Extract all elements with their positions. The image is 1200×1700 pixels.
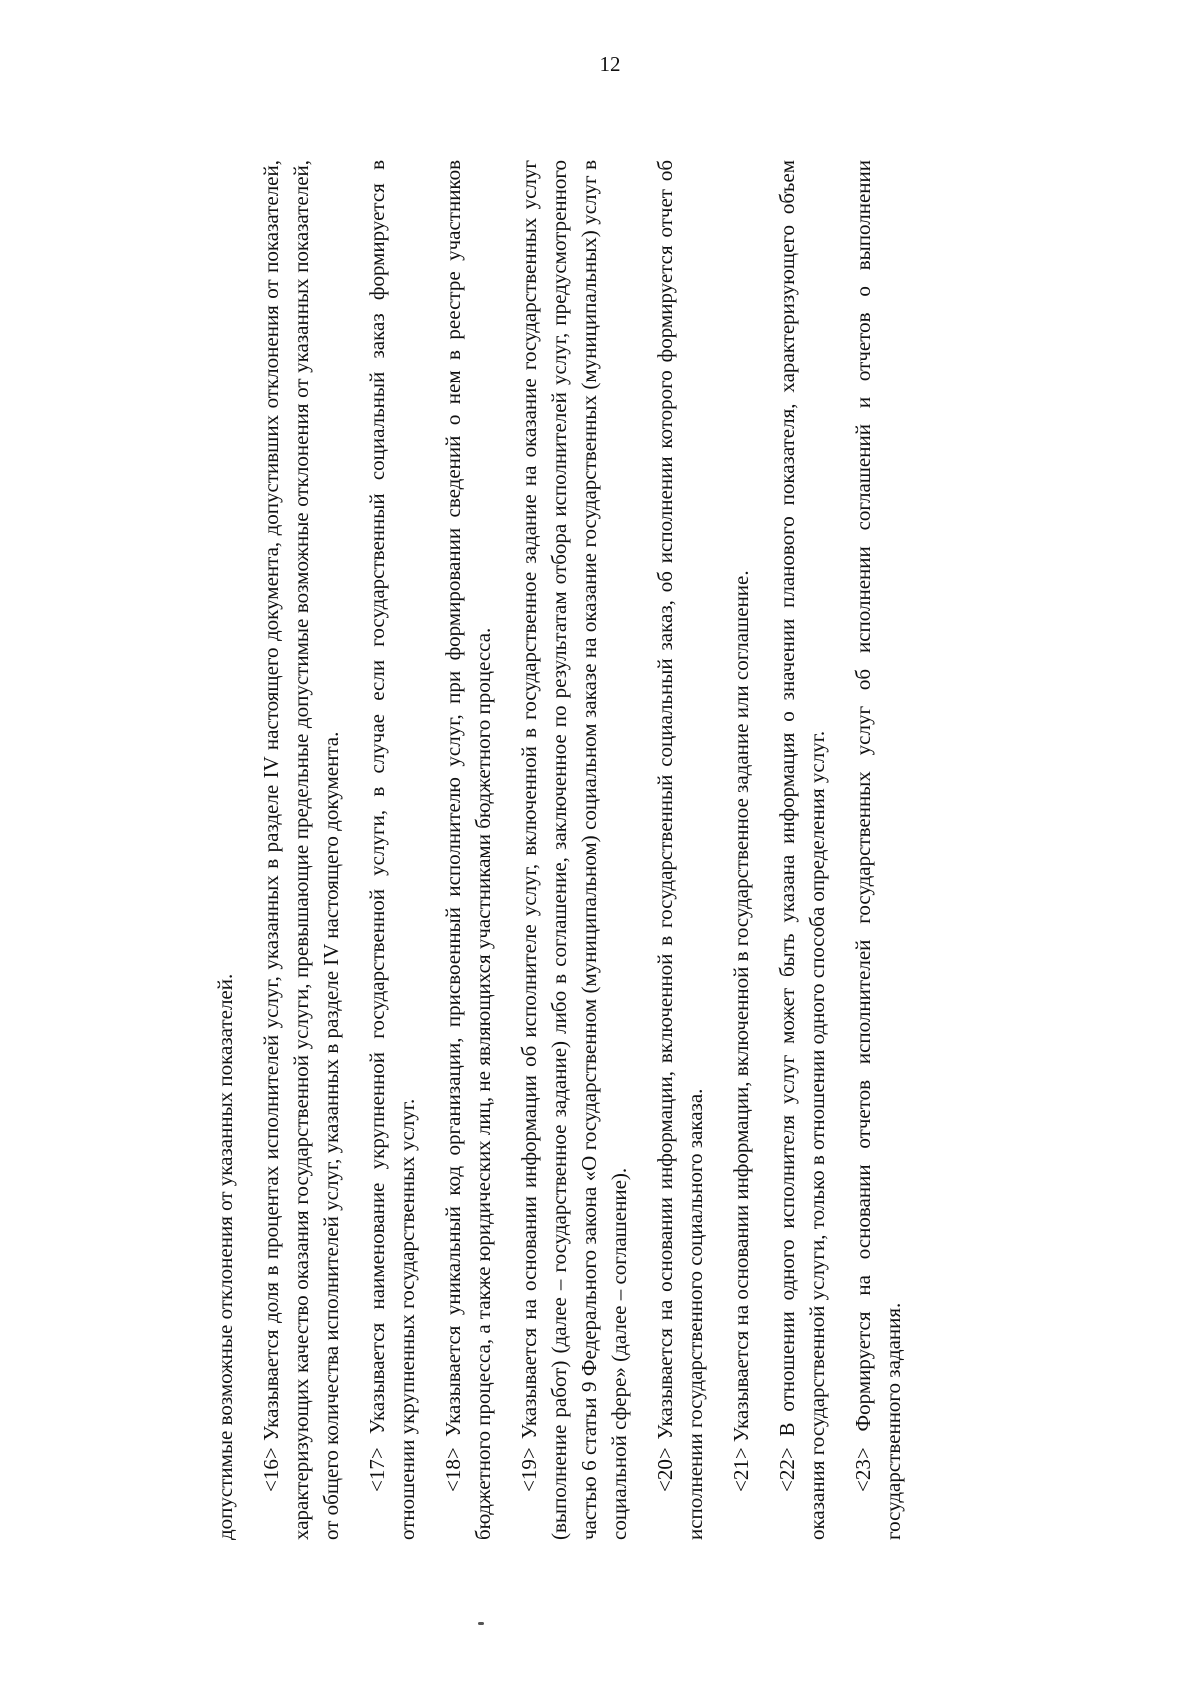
paragraph-continued: допустимые возможные отклонения от указанных показателей.: [213, 973, 237, 1540]
footnote-20: <20> Указывается на основании информации, включенной в государственный социальный заказ, об исполнении которого формируется отчет об исполнении государственного социального заказа.: [653, 160, 707, 1540]
rotated-text-frame: [200, 100, 1120, 1600]
document-text: [200, 100, 908, 1600]
footnote-19: <19> Указывается на основании информации об исполнителе услуг, включенной в государственное задание на оказание государственных услуг (выполнение работ) (далее – государственное задание) либо в соглашение, заключенное по результатам отбора исполнителей услуг, предусмотренного частью 6 статьи 9 Федерального закона «О государственном (муниципальном) социальном заказе на оказание государственных (муниципальных) услуг в социальной сфере» (далее – соглашение).: [517, 160, 631, 1540]
rotated-document-body: [200, 100, 1120, 1600]
footnote-23: <23> Формируется на основании отчетов исполнителей государственных услуг об исполнении соглашений и отчетов о выполнении государственного задания.: [851, 160, 905, 1540]
page-number: 12: [599, 52, 621, 76]
footnote-16: <16> Указывается доля в процентах исполнителей услуг, указанных в разделе IV настоящего документа, допустивших отклонения от показателей, характеризующих качество оказания государственной услуги, превышающие предельные допустимые возможные отклонения от указанных показателей, от общего количества исполнителей услуг, указанных в разделе IV настоящего документа.: [259, 160, 343, 1540]
footnote-18: <18> Указывается уникальный код организации, присвоенный исполнителю услуг, при формировании сведений о нем в реестре участников бюджетного процесса, а также юридических лиц, не являющихся участниками бюджетного процесса.: [441, 160, 495, 1540]
footnote-17: <17> Указывается наименование укрупненной государственной услуги, в случае если государственный социальный заказ формируется в отношении укрупненных государственных услуг.: [365, 160, 419, 1540]
footnote-21: <21> Указывается на основании информации, включенной в государственное задание или соглашение.: [729, 570, 753, 1492]
footnote-22: <22> В отношении одного исполнителя услуг может быть указана информация о значении планового показателя, характеризующего объем оказания государственной услуги, только в отношении одного способа определения услуг.: [775, 160, 829, 1540]
scan-speck: [478, 1622, 484, 1625]
